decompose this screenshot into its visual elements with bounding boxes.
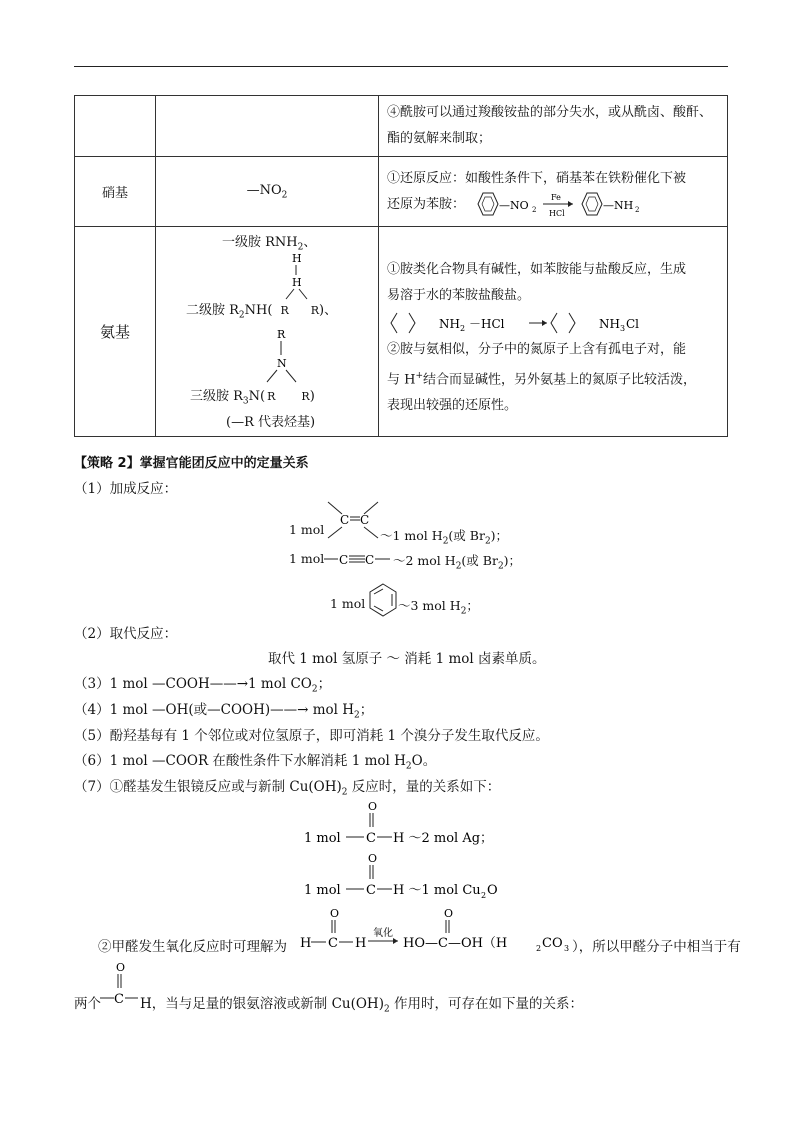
section-heading: 【策略 2】掌握官能团反应中的定量关系 xyxy=(74,456,309,471)
svg-text:H ～2 mol Ag；: H ～2 mol Ag； xyxy=(393,831,494,846)
svg-text:H: H xyxy=(300,936,312,951)
benzene-ring-icon xyxy=(391,313,397,333)
functional-group-table xyxy=(74,95,728,437)
svg-text:CO: CO xyxy=(542,936,563,951)
table-row xyxy=(75,96,728,157)
svg-text:2: 2 xyxy=(532,206,537,214)
svg-text:氧化: 氧化 xyxy=(373,928,393,939)
nitro-formula: $—NO_2$ xyxy=(156,157,379,227)
svg-text:H: H xyxy=(292,252,302,265)
benzene-ring-icon xyxy=(478,193,498,215)
svg-text:2: 2 xyxy=(460,324,466,333)
svg-text:C: C xyxy=(365,553,375,567)
header-rule xyxy=(74,66,728,67)
alkene-relation: 1 mol xyxy=(289,522,325,537)
nitro-reaction-cell: ①还原反应：如酸性条件下，硝基苯在铁粉催化下被 还原为苯胺： —NO 2 Fe HCl —NH 2 xyxy=(379,157,728,227)
svg-text:H: H xyxy=(292,276,302,289)
benzene-ring-icon xyxy=(365,582,401,618)
svg-text:—NH: —NH xyxy=(603,199,634,212)
svg-text:O: O xyxy=(368,800,378,813)
svg-text:O: O xyxy=(368,852,378,865)
svg-text:Cl: Cl xyxy=(626,317,640,331)
table-row xyxy=(75,157,728,227)
svg-text:Fe: Fe xyxy=(551,193,561,202)
svg-text:NH: NH xyxy=(439,317,460,331)
svg-text:2: 2 xyxy=(536,944,542,953)
svg-text:3: 3 xyxy=(564,944,570,953)
svg-text:NH: NH xyxy=(599,317,620,331)
benzene-relation: 1 mol xyxy=(330,596,366,611)
svg-text:C: C xyxy=(366,883,376,898)
formaldehyde-oxidation xyxy=(298,905,598,955)
amine-properties-cell: ①胺类化合物具有碱性，如苯胺能与盐酸反应，生成 易溶于水的苯胺盐酸盐。 NH 2 －HCl NH 3 Cl ②胺与氨相似，分子中的氮原子上含有孤电子对，能 与 H+结合而显碱性，另外氨基上的氮原子比较活泼， 表现出较强的还原性。 xyxy=(379,227,728,437)
svg-text:O: O xyxy=(330,907,340,920)
rx-left: —NO xyxy=(499,199,529,212)
svg-text:C: C xyxy=(114,992,124,1007)
arrow-icon xyxy=(542,320,547,326)
svg-text:C: C xyxy=(360,513,370,527)
benzene-ring-icon xyxy=(551,313,557,333)
arrow-icon xyxy=(568,201,573,207)
svg-text:C: C xyxy=(328,936,338,951)
svg-text:N: N xyxy=(277,357,287,370)
svg-text:H: H xyxy=(355,936,367,951)
table-row xyxy=(75,227,728,437)
aldehyde-ag-relation xyxy=(300,798,520,848)
amine-structures: 一级胺 $RNH_2$、 H H 二级胺 $R_2NH$( R R)、 R N 三级胺 $R_3N$( R R) (—R 代表烃基) xyxy=(156,227,379,437)
svg-text:C: C xyxy=(340,513,350,527)
svg-text:C: C xyxy=(339,553,349,567)
svg-text:1 mol: 1 mol xyxy=(304,831,341,846)
arrow-icon xyxy=(393,938,398,944)
aniline-hcl-equation xyxy=(387,309,719,337)
nitro-label: 硝基 xyxy=(75,157,156,227)
svg-text:3: 3 xyxy=(620,324,626,333)
svg-text:R: R xyxy=(277,328,286,341)
svg-text:O: O xyxy=(487,883,498,898)
amino-label: 氨基 xyxy=(75,227,156,437)
tertiary-amine-structure xyxy=(256,327,326,389)
svg-text:O: O xyxy=(116,961,126,974)
svg-text:O: O xyxy=(444,907,454,920)
svg-text:H ～1 mol Cu: H ～1 mol Cu xyxy=(393,883,481,898)
aldehyde-cu-relation xyxy=(300,850,540,900)
svg-text:C: C xyxy=(366,831,376,846)
amide-prep-cell: ④酰胺可以通过羧酸铵盐的部分失水，或从酰卤、酸酐、酯的氨解来制取； xyxy=(379,96,728,157)
benzene-ring-icon xyxy=(582,193,602,215)
svg-text:1 mol: 1 mol xyxy=(304,883,341,898)
svg-text:2: 2 xyxy=(481,891,487,900)
svg-text:HCl: HCl xyxy=(549,209,565,218)
svg-text:2: 2 xyxy=(635,206,640,214)
svg-text:－HCl: －HCl xyxy=(469,317,505,331)
alkyne-structure xyxy=(322,548,402,570)
alkyne-relation: 1 mol xyxy=(289,551,325,566)
nitrobenzene-reduction-scheme xyxy=(469,190,709,220)
svg-text:HO—C—OH（H: HO—C—OH（H xyxy=(403,936,508,951)
